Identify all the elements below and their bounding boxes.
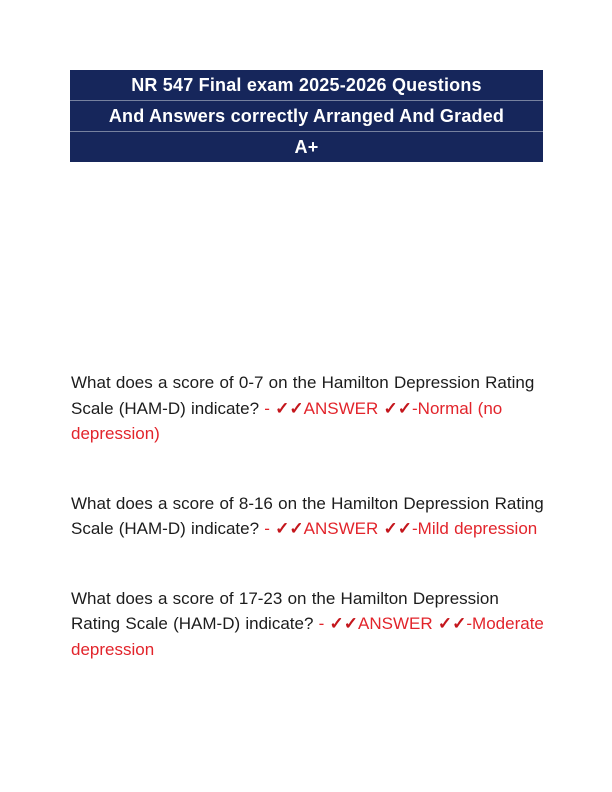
check-icon: ✓✓	[275, 519, 304, 538]
check-icon: ✓✓	[383, 519, 413, 538]
answer-text: -	[264, 519, 276, 538]
title-line-2-text: And Answers correctly Arranged And Graded	[108, 105, 505, 126]
answer-text: -	[318, 614, 330, 633]
title-line-3	[70, 131, 543, 162]
qa-content	[71, 370, 547, 706]
answer-text: -	[264, 398, 276, 418]
qa-block-1	[71, 370, 547, 447]
answer-text: ANSWER	[303, 519, 384, 538]
question-text: What does a score of 8-16 on the Hamilton Depression Rating Scale (HAM-D) indicate?	[71, 493, 544, 538]
check-icon: ✓✓	[437, 614, 467, 633]
check-icon: ✓✓	[383, 398, 413, 418]
question-text: What does a score of 17-23 on the Hamilton Depression Rating Scale (HAM-D) indicate?	[71, 588, 499, 633]
answer-text: ANSWER	[358, 614, 438, 633]
title-line-3-text: A+	[294, 136, 319, 157]
qa-block-2	[71, 491, 547, 542]
title-banner	[70, 70, 543, 162]
answer-text: -Normal (no depression)	[71, 398, 503, 443]
answer-text: ANSWER	[303, 398, 384, 418]
title-line-2	[70, 100, 543, 131]
title-line-1-text: NR 547 Final exam 2025-2026 Questions	[131, 74, 482, 95]
qa-block-3	[71, 586, 547, 663]
check-icon: ✓✓	[275, 398, 304, 418]
check-icon: ✓✓	[329, 614, 359, 633]
answer-text: -Mild depression	[412, 519, 538, 538]
question-text: What does a score of 0-7 on the Hamilton Depression Rating Scale (HAM-D) indicate?	[71, 373, 535, 418]
title-line-1	[70, 70, 543, 100]
answer-text: -Moderate depression	[71, 614, 544, 659]
